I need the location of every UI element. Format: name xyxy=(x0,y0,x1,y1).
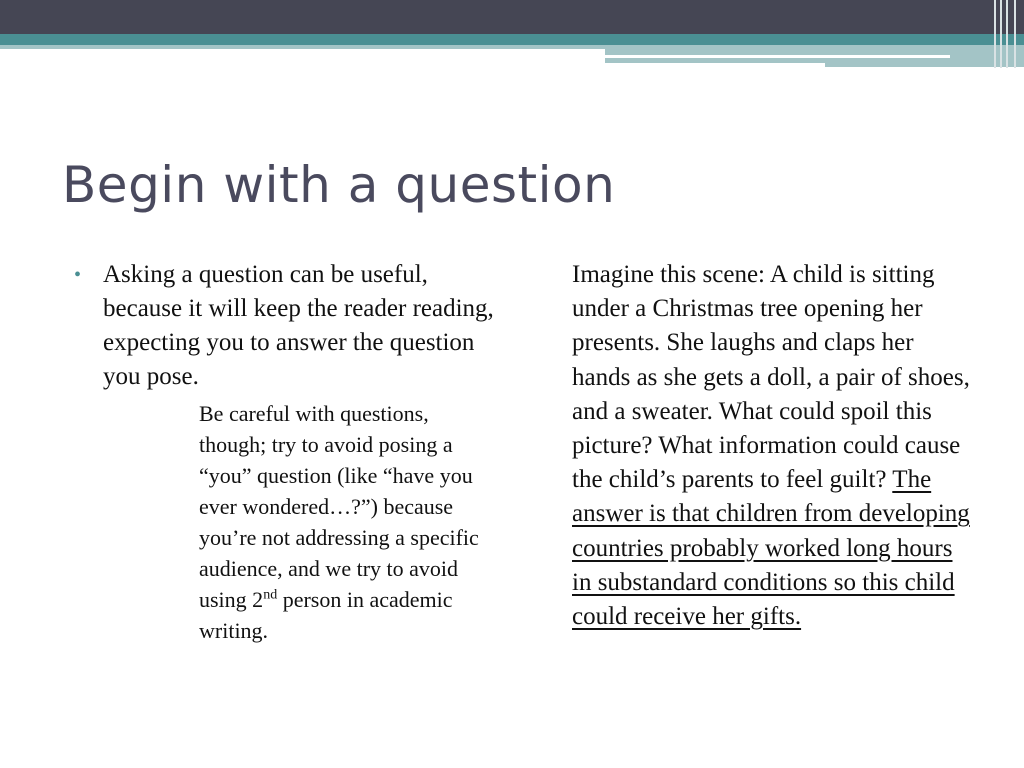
right-column-paragraph xyxy=(572,258,972,634)
header-decor-vertical-lines xyxy=(990,0,1024,68)
header-band-dark xyxy=(0,0,1024,34)
superscript: nd xyxy=(263,587,278,603)
header-band-teal xyxy=(0,34,1024,45)
sub-paragraph-text: Be careful with questions, though; try to avoid posing a “you” question (like “have you ever wondered…?”) because you’re not addressing a specific audience, and we try to avoid using 2 xyxy=(199,401,479,612)
right-paragraph-text: Imagine this scene: A child is sitting under a Christmas tree opening her presents. She laughs and claps her hands as she gets a doll, a pair of shoes, and a sweater. What could spoil this picture? What information could cause the child’s parents to feel guilt? xyxy=(572,261,970,494)
header-decor-line xyxy=(605,55,950,58)
bullet-text: Asking a question can be useful, because it will keep the reader reading, expecting you to answer the question you pose. xyxy=(103,261,494,390)
slide-title: Begin with a question xyxy=(62,156,616,214)
right-paragraph-underlined-text: The answer is that children from developing countries probably worked long hours in substandard conditions so this child could receive her gifts. xyxy=(572,466,970,631)
header-decor-line xyxy=(605,63,825,67)
bullet-marker: • xyxy=(74,264,82,286)
left-column xyxy=(74,258,504,646)
bullet-item xyxy=(74,258,504,394)
sub-paragraph xyxy=(199,398,499,646)
sub-paragraph-text-end: person in academic writing. xyxy=(199,587,453,643)
